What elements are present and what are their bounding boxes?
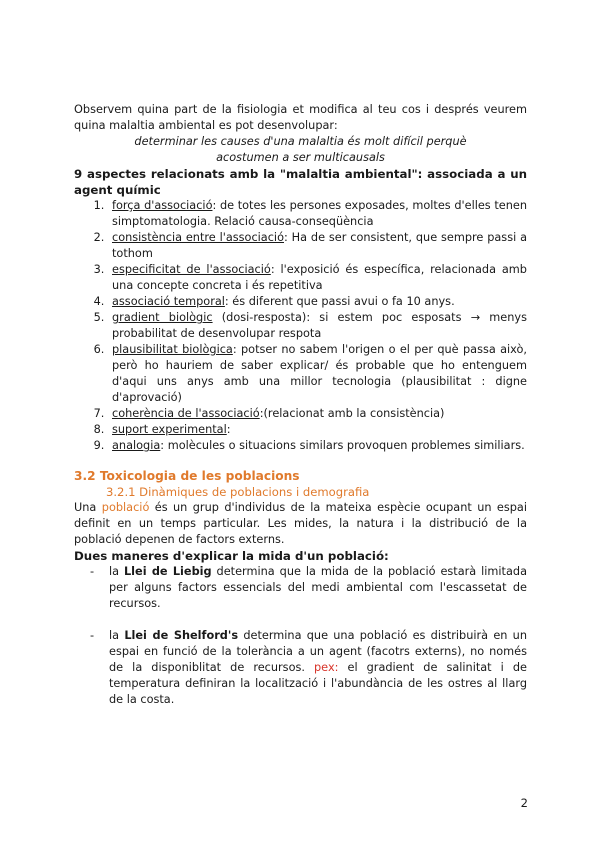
aspect-item [108, 342, 527, 406]
aspect-term: suport experimental [112, 423, 227, 436]
definition-post: és un grup d'individus de la mateixa espècie ocupant un espai definit en un temps particular. Les mides, la natura i la distribució de la població depenen de factors externs. [74, 501, 527, 546]
ways-heading: Dues maneres d'explicar la mida d'un població: [74, 549, 389, 563]
aspect-text: :(relacionat amb la consistència) [259, 407, 445, 420]
shelford-name: Llei de Shelford's [124, 629, 239, 642]
aspect-term: plausibilitat biològica [112, 343, 233, 356]
definition-pre: Una [74, 501, 102, 514]
section-title: 3.2 Toxicologia de les poblacions [74, 469, 300, 483]
dash-bullet: - [90, 565, 95, 578]
aspect-text: : [226, 423, 231, 436]
liebig-pre: la [109, 565, 124, 578]
aspect-term: consistència entre l'associació [112, 231, 284, 244]
aspect-text: : Ha de ser consistent, que sempre passi a tothom [112, 231, 527, 260]
aspect-item [108, 230, 527, 262]
dash-bullet: - [90, 629, 95, 642]
section-subtitle: 3.2.1 Dinàmiques de poblacions i demografia [106, 485, 370, 499]
aspect-term: gradient biològic [112, 311, 213, 324]
aspect-term: força d'associació [112, 199, 213, 212]
example-label: pex: [314, 661, 339, 674]
aspect-term: coherència de l'associació [112, 407, 260, 420]
aspect-item [108, 310, 527, 342]
shelford-text: determina que una població es distribuirà en un espai en funció de la tolerància a un agent (facotrs externs), no només de la disponiblitat de recursos. [109, 629, 528, 674]
laws-list [74, 564, 527, 708]
aspects-heading: 9 aspectes relacionats amb la "malaltia ambiental": associada a un agent químic [74, 167, 527, 197]
intro-paragraph: Observem quina part de la fisiologia et modifica al teu cos i després veurem quina malaltia ambiental es pot desenvolupar: [74, 103, 527, 132]
intro-note-line-1: determinar les causes d'una malaltia és molt difícil perquè [134, 135, 467, 148]
liebig-name: Llei de Liebig [123, 565, 212, 578]
aspect-item [108, 294, 527, 310]
aspect-text: : l'exposició és específica, relacionada amb una concepte concreta i és repetitiva [112, 263, 527, 292]
aspect-text: : molècules o situacions similars provoquen problemes similiars. [160, 439, 525, 452]
law-shelford [74, 628, 527, 708]
population-term: població [101, 501, 150, 514]
intro-note-line-2: acostumen a ser multicausals [216, 151, 385, 164]
aspect-item [108, 198, 527, 230]
document-page [74, 102, 527, 708]
list-spacer [74, 612, 527, 628]
aspect-term: especificitat de l'associació [112, 263, 271, 276]
law-liebig [74, 564, 527, 612]
aspect-item [108, 422, 527, 438]
aspect-term: analogia [112, 439, 161, 452]
population-definition [74, 500, 527, 548]
aspect-text: (dosi-resposta): si estem poc esposats → menys probabilitat de desenvolupar respota [112, 311, 527, 340]
shelford-example-text: el gradient de salinitat i de temperatura definiran la localització i l'abundància de les ostres al llarg de la costa. [109, 661, 527, 706]
aspect-term: associació temporal [112, 295, 225, 308]
aspect-item [108, 406, 527, 422]
aspect-text: : potser no sabem l'origen o el per què passa això, però ho hauriem de saber explicar/ és probable que ho entenguem d'aqui uns anys amb una millor tecnologia (plausibilitat : digne d'aprovació) [112, 343, 527, 404]
aspect-text: : de totes les persones exposades, moltes d'elles tenen simptomatologia. Relació causa-conseqüència [112, 199, 527, 228]
liebig-text: determina que la mida de la població estarà limitada per alguns factors essencials del medi ambiental com l'escassetat de recursos. [109, 565, 528, 610]
aspects-list [74, 198, 527, 454]
shelford-pre: la [109, 629, 125, 642]
aspect-text: : és diferent que passi avui o fa 10 anys. [224, 295, 455, 308]
aspect-item [108, 438, 527, 454]
page-number: 2 [520, 796, 528, 810]
aspect-item [108, 262, 527, 294]
